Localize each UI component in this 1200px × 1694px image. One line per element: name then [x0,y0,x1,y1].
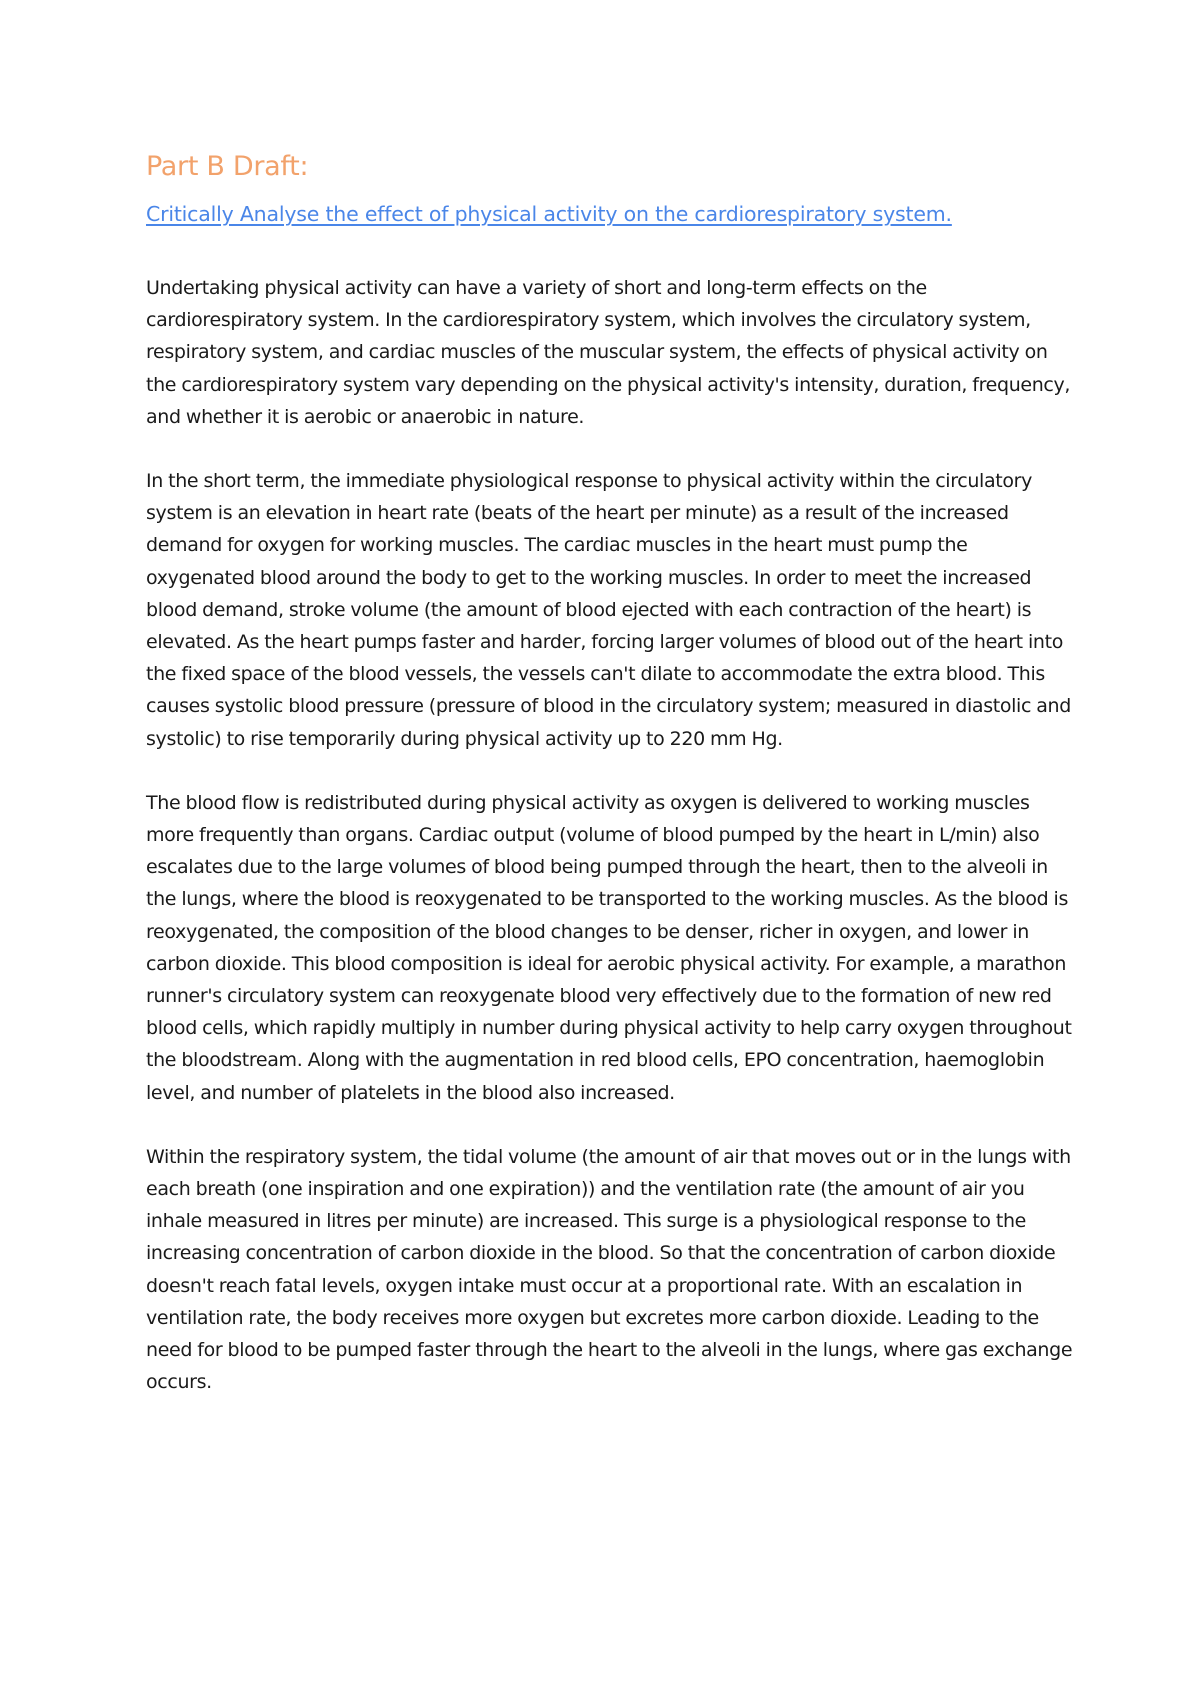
paragraph-circulatory-short-term: In the short term, the immediate physiological response to physical activity within the circulatory system is an elevation in heart rate (beats of the heart per minute) as a result of the increased demand for oxygen for working muscles. The cardiac muscles in the heart must pump the oxygenated blood around the body to get to the working muscles. In order to meet the increased blood demand, stroke volume (the amount of blood ejected with each contraction of the heart) is elevated. As the heart pumps faster and harder, forcing larger volumes of blood out of the heart into the fixed space of the blood vessels, the vessels can't dilate to accommodate the extra blood. This causes systolic blood pressure (pressure of blood in the circulatory system; measured in diastolic and systolic) to rise temporarily during physical activity up to 220 mm Hg. [146,470,1071,750]
page-title: Part B Draft: [146,151,309,182]
document-body [146,150,1076,1399]
essay-question-heading: Critically Analyse the effect of physical activity on the cardiorespiratory system. [146,202,952,226]
paragraph-blood-flow: The blood flow is redistributed during physical activity as oxygen is delivered to working muscles more frequently than organs. Cardiac output (volume of blood pumped by the heart in L/min) also escalates due to the large volumes of blood being pumped through the heart, then to the alveoli in the lungs, where the blood is reoxygenated to be transported to the working muscles. As the blood is reoxygenated, the composition of the blood changes to be denser, richer in oxygen, and lower in carbon dioxide. This blood composition is ideal for aerobic physical activity. For example, a marathon runner's circulatory system can reoxygenate blood very effectively due to the formation of new red blood cells, which rapidly multiply in number during physical activity to help carry oxygen throughout the bloodstream. Along with the augmentation in red blood cells, EPO concentration, haemoglobin level, and number of platelets in the blood also increased. [146,791,1072,1104]
paragraph-respiratory-system: Within the respiratory system, the tidal volume (the amount of air that moves out or in the lungs with each breath (one inspiration and one expiration)) and the ventilation rate (the amount of air you inhale measured in litres per minute) are increased. This surge is a physiological response to the increasing concentration of carbon dioxide in the blood. So that the concentration of carbon dioxide doesn't reach fatal levels, oxygen intake must occur at a proportional rate. With an escalation in ventilation rate, the body receives more oxygen but excretes more carbon dioxide. Leading to the need for blood to be pumped faster through the heart to the alveoli in the lungs, where gas exchange occurs. [146,1145,1073,1394]
paragraph-introduction: Undertaking physical activity can have a variety of short and long-term effects on the cardiorespiratory system. In the cardiorespiratory system, which involves the circulatory system, respiratory system, and cardiac muscles of the muscular system, the effects of physical activity on the cardiorespiratory system vary depending on the physical activity's intensity, duration, frequency, and whether it is aerobic or anaerobic in nature. [146,277,1071,428]
